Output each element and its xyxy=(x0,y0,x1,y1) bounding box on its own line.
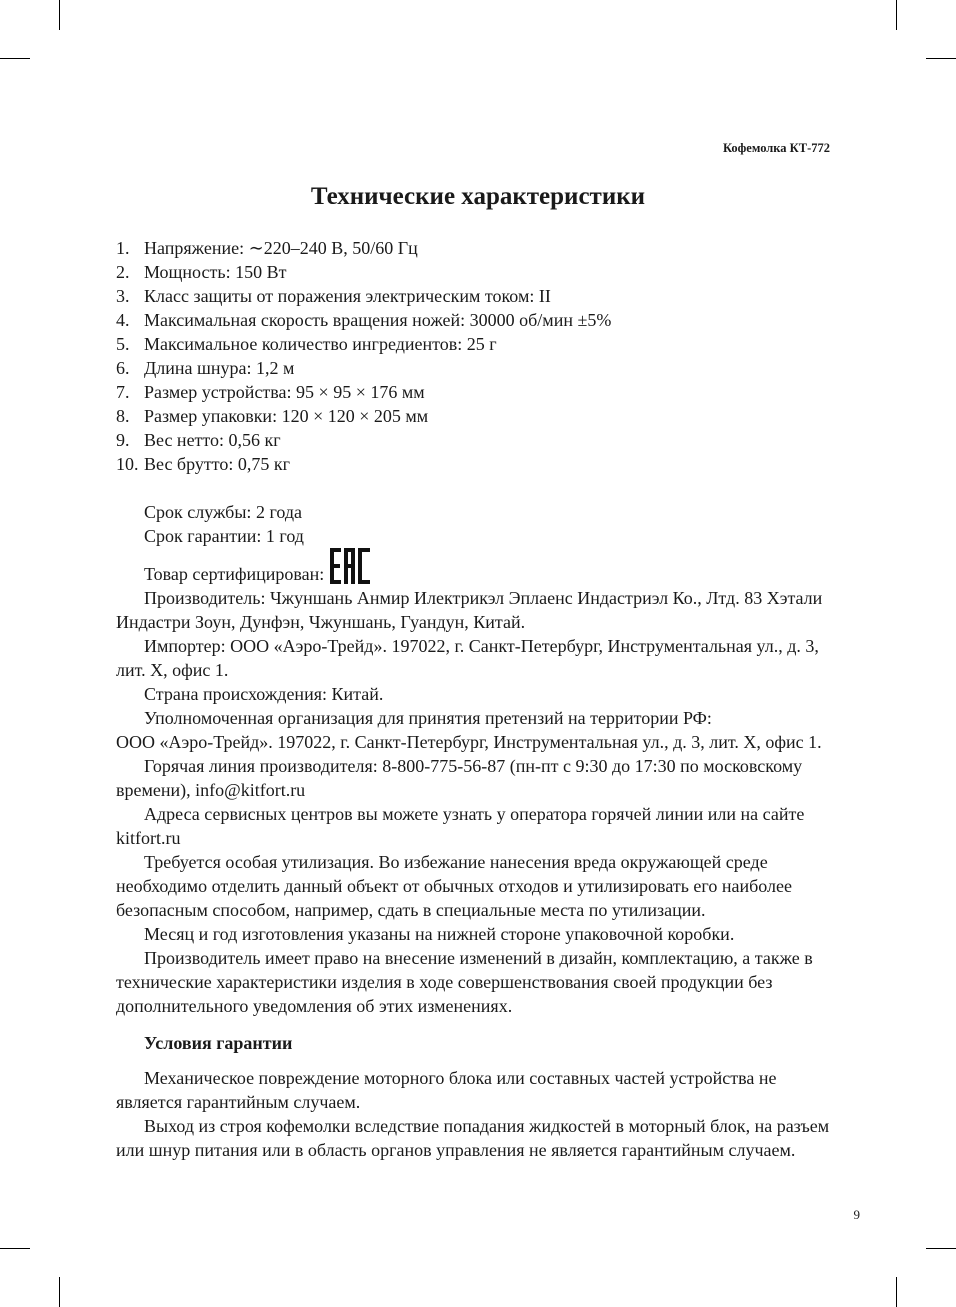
certified-label: Товар сертифицирован: xyxy=(144,564,325,584)
spec-text: Максимальная скорость вращения ножей: 30000 об/мин ±5% xyxy=(144,310,612,330)
spec-number: 4. xyxy=(116,310,130,330)
certification-line xyxy=(116,548,832,586)
spec-item xyxy=(116,404,832,428)
warranty-section-heading: Условия гарантии xyxy=(144,1033,293,1053)
crop-mark xyxy=(59,0,60,30)
disposal-notice: Требуется особая утилизация. Во избежание нанесения вреда окружающей среде необходимо отделить данный объект от обычных отходов и утилизировать его наиболее безопасным способом, например, сдать в специальные места по утилизации. xyxy=(116,852,792,920)
warranty-paragraph: Механическое повреждение моторного блока или составных частей устройства не является гарантийным случаем. xyxy=(116,1068,777,1112)
spec-item xyxy=(116,236,832,260)
spec-text: Размер устройства: 95 × 95 × 176 мм xyxy=(144,382,425,402)
specs-list xyxy=(116,236,832,476)
service-life: Срок службы: 2 года xyxy=(144,502,303,522)
spec-number: 1. xyxy=(116,238,130,258)
spec-item xyxy=(116,356,832,380)
authorized-organization-address: ООО «Аэро-Трейд». 197022, г. Санкт-Петербург, Инструментальная ул., д. 3, лит. Х, офис 1. xyxy=(116,732,822,752)
importer: Импортер: ООО «Аэро-Трейд». 197022, г. Санкт-Петербург, Инструментальная ул., д. 3, лит. Х, офис 1. xyxy=(116,636,819,680)
crop-mark xyxy=(926,1248,956,1249)
page-title: Технические характеристики xyxy=(310,183,646,210)
spec-item xyxy=(116,308,832,332)
spec-text: Вес нетто: 0,56 кг xyxy=(144,430,281,450)
page-number: 9 xyxy=(853,1207,860,1222)
spec-item xyxy=(116,452,832,476)
eac-mark-icon xyxy=(330,548,370,584)
warranty-period: Срок гарантии: 1 год xyxy=(144,526,304,546)
crop-mark xyxy=(896,1277,897,1307)
spec-text: Напряжение: ∼220–240 В, 50/60 Гц xyxy=(144,238,418,258)
warranty-paragraph: Выход из строя кофемолки вследствие попадания жидкостей в моторный блок, на разъем или шнур питания или в область органов управления не является гарантийным случаем. xyxy=(116,1116,830,1160)
spec-number: 2. xyxy=(116,262,130,282)
country-of-origin: Страна происхождения: Китай. xyxy=(144,684,384,704)
crop-mark xyxy=(0,58,30,59)
spec-number: 3. xyxy=(116,286,130,306)
spec-text: Класс защиты от поражения электрическим током: II xyxy=(144,286,551,306)
spec-item xyxy=(116,428,832,452)
spec-number: 10. xyxy=(116,454,139,474)
manufacturer: Производитель: Чжуншань Анмир Илектрикэл Эплаенс Индастриэл Ко., Лтд. 83 Хэтали Индастри Зоун, Дунфэн, Чжуншань, Гуандун, Китай. xyxy=(116,588,823,632)
crop-mark xyxy=(0,1248,30,1249)
crop-mark xyxy=(59,1277,60,1307)
spec-number: 7. xyxy=(116,382,130,402)
spec-number: 9. xyxy=(116,430,130,450)
spec-number: 6. xyxy=(116,358,130,378)
hotline: Горячая линия производителя: 8-800-775-56-87 (пн-пт с 9:30 до 17:30 по московскому времени), info@kitfort.ru xyxy=(116,756,803,800)
manufacture-date-notice: Месяц и год изготовления указаны на нижней стороне упаковочной коробки. xyxy=(144,924,735,944)
spec-text: Мощность: 150 Вт xyxy=(144,262,287,282)
service-centers: Адреса сервисных центров вы можете узнать у оператора горячей линии или на сайте kitfort.ru xyxy=(116,804,805,848)
spec-item xyxy=(116,260,832,284)
spec-text: Длина шнура: 1,2 м xyxy=(144,358,295,378)
spec-number: 5. xyxy=(116,334,130,354)
document-body xyxy=(116,236,832,1162)
spec-item xyxy=(116,284,832,308)
spec-text: Максимальное количество ингредиентов: 25 г xyxy=(144,334,497,354)
crop-mark xyxy=(926,58,956,59)
running-header: Кофемолка КТ-772 xyxy=(722,141,830,155)
authorized-organization-label: Уполномоченная организация для принятия претензий на территории РФ: xyxy=(144,708,712,728)
spec-item xyxy=(116,332,832,356)
spec-text: Вес брутто: 0,75 кг xyxy=(144,454,290,474)
spec-text: Размер упаковки: 120 × 120 × 205 мм xyxy=(144,406,429,426)
spec-item xyxy=(116,380,832,404)
spec-number: 8. xyxy=(116,406,130,426)
crop-mark xyxy=(896,0,897,30)
changes-notice: Производитель имеет право на внесение изменений в дизайн, комплектацию, а также в технические характеристики изделия в ходе совершенствования своей продукции без дополнительного уведомления об этих изменениях. xyxy=(116,948,813,1016)
